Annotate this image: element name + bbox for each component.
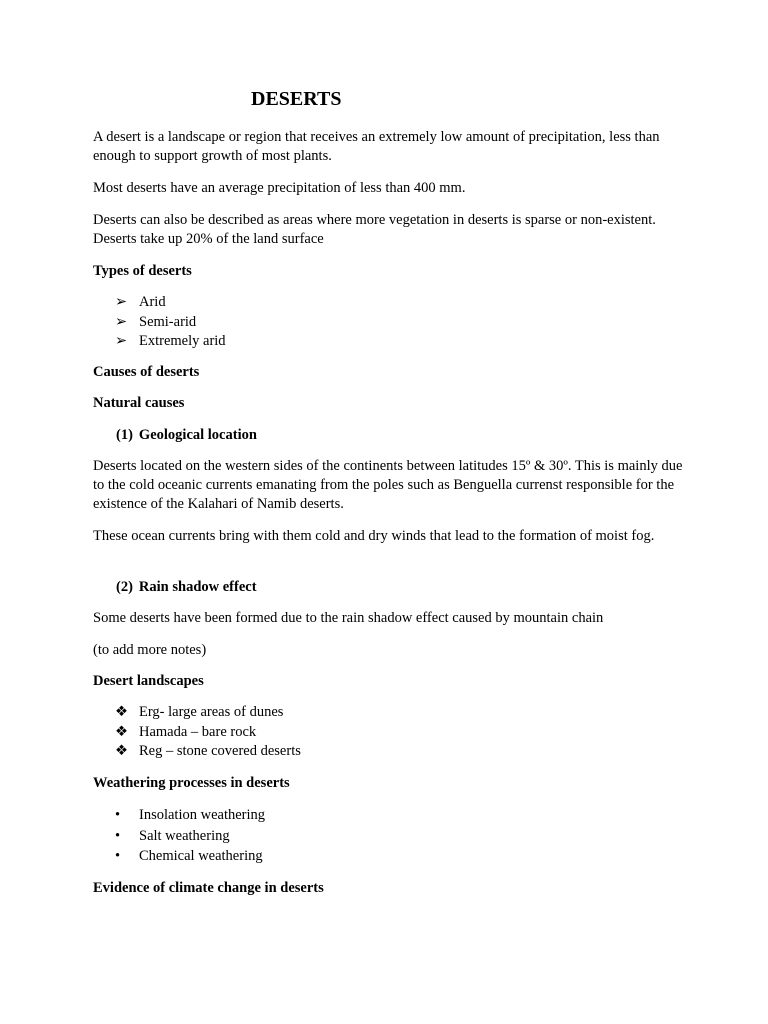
landscapes-heading: Desert landscapes — [93, 673, 204, 689]
precipitation-paragraph: Most deserts have an average precipitation of less than 400 mm. — [93, 180, 466, 196]
geological-paragraph: Deserts located on the western sides of the continents between latitudes 15º & 30º. This is mainly due to the cold oceanic currents emanating from the poles such as Benguella currenst responsible for the existence of the Kalahari of Namib deserts. — [93, 458, 683, 512]
dot-bullet-icon: • — [115, 807, 121, 823]
rain-shadow-heading: (2) Rain shadow effect — [116, 579, 257, 595]
types-heading: Types of deserts — [93, 263, 192, 279]
arrow-bullet-icon: ➢ — [115, 333, 128, 349]
arrow-bullet-icon: ➢ — [115, 294, 128, 310]
more-notes-text: (to add more notes) — [93, 642, 207, 658]
document-title: DESERTS — [251, 88, 342, 110]
ocean-currents-paragraph: These ocean currents bring with them cold and dry winds that lead to the formation of moist fog. — [93, 528, 655, 544]
natural-causes-heading: Natural causes — [93, 395, 185, 411]
causes-heading: Causes of deserts — [93, 364, 200, 380]
diamond-bullet-icon: ❖ — [115, 743, 128, 759]
climate-change-heading: Evidence of climate change in deserts — [93, 880, 324, 896]
dot-bullet-icon: • — [115, 827, 121, 844]
vegetation-paragraph: Deserts can also be described as areas where more vegetation in deserts is sparse or non-existent. Deserts take up 20% of the land surface — [93, 212, 656, 247]
rain-shadow-paragraph: Some deserts have been formed due to the rain shadow effect caused by mountain chain — [93, 610, 604, 626]
document-page: DESERTS A desert is a landscape or region that receives an extremely low amount of precipitation, less than enough to support growth of most plants. Most deserts have an average precipitation of less than 400 mm. Deserts can also be described as areas where more vegetation in deserts is sparse or non-existent. Deserts take up 20% of the land surface Types of deserts ➢ Arid ➢ Semi-arid ➢ Extremely arid Causes of deserts Natural causes (1) Geological location Deserts located on the western sides of the continents between latitudes 15º & 30º. This is mainly due to the cold oceanic currents emanating from the poles such as Benguella currenst responsible for the existence of the Kalahari of Namib deserts. These ocean currents bring with them cold and dry winds that lead to the formation of moist fog. (2) Rain shadow effect Some deserts have been formed due to the rain shadow effect caused by mountain chain (to add more notes) Desert landscapes ❖ Erg- large areas of dunes ❖ Hamada – bare rock ❖ Reg – stone covered deserts Weathering processes in deserts • Insolation weathering • Salt weathering • Chemical weathering Evidence of climate change in deserts — [93, 88, 683, 896]
arrow-bullet-icon: ➢ — [115, 313, 128, 330]
geological-location-heading: (1) Geological location — [116, 427, 257, 443]
diamond-bullet-icon: ❖ — [115, 723, 128, 740]
diamond-bullet-icon: ❖ — [115, 704, 128, 720]
dot-bullet-icon: • — [115, 848, 121, 864]
weathering-heading: Weathering processes in deserts — [93, 775, 290, 791]
intro-paragraph: A desert is a landscape or region that receives an extremely low amount of precipitation, less than enough to support growth of most plants. — [93, 129, 660, 164]
